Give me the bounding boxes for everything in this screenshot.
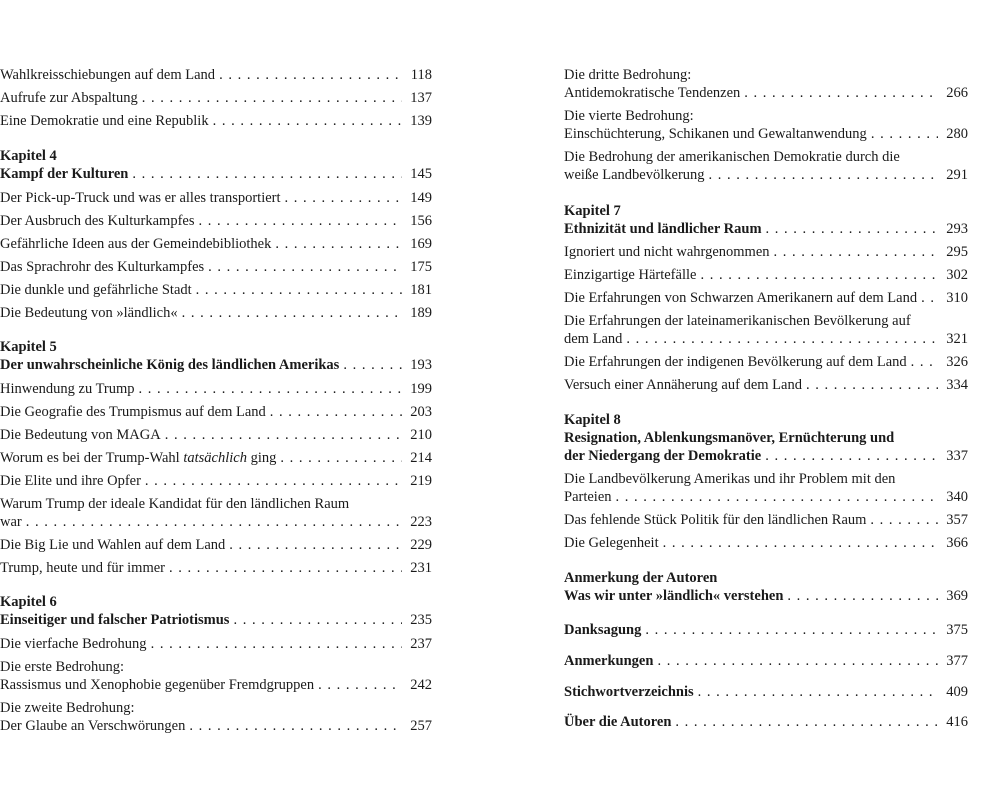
entry-title-continued: Der Glaube an Verschwörungen [0, 718, 186, 734]
section-title: Anmerkung der Autoren [564, 570, 718, 586]
page-number: 149 [410, 190, 432, 206]
dot-leader [657, 652, 938, 670]
dot-leader [229, 536, 402, 554]
dot-leader [709, 166, 938, 184]
toc-entry[interactable] [0, 235, 432, 253]
entry-title: Das fehlende Stück Politik für den ländlichen Raum [564, 512, 867, 528]
toc-entry[interactable] [0, 403, 432, 421]
chapter-label: Kapitel 8 [564, 412, 621, 428]
toc-entry[interactable] [0, 189, 432, 207]
toc-entry-about-authors[interactable] [564, 713, 968, 731]
dot-leader [765, 447, 938, 465]
dot-leader [208, 258, 402, 276]
dot-leader [219, 66, 402, 84]
toc-entry[interactable] [564, 470, 968, 506]
dot-leader [132, 165, 402, 183]
toc-entry[interactable] [0, 536, 432, 554]
page-number: 199 [410, 381, 432, 397]
page-number: 291 [946, 167, 968, 183]
page-number: 340 [946, 489, 968, 505]
section-title: Anmerkungen [564, 653, 654, 669]
toc-entry[interactable] [0, 699, 432, 735]
toc-entry-author-note[interactable] [564, 569, 968, 605]
entry-title: Die vierfache Bedrohung [0, 636, 147, 652]
entry-title: Die Big Lie und Wahlen auf dem Land [0, 537, 226, 553]
toc-entry[interactable] [0, 112, 432, 130]
entry-title [0, 449, 276, 467]
dot-leader [744, 84, 938, 102]
dot-leader [787, 587, 938, 605]
page-number: 293 [946, 221, 968, 237]
toc-entry-notes[interactable] [564, 652, 968, 670]
page-number: 377 [946, 653, 968, 669]
dot-leader [675, 713, 938, 731]
dot-leader [280, 449, 402, 467]
page-number: 137 [410, 90, 432, 106]
page-number: 326 [946, 354, 968, 370]
dot-leader [870, 511, 938, 529]
dot-leader [270, 403, 402, 421]
toc-entry[interactable] [564, 312, 968, 348]
page-number: 193 [410, 357, 432, 373]
entry-title: Die Erfahrungen der lateinamerikanischen Bevölkerung auf [564, 313, 911, 329]
entry-title: Die zweite Bedrohung: [0, 700, 135, 716]
dot-leader [151, 635, 402, 653]
chapter-title-continued: der Niedergang der Demokratie [564, 448, 762, 464]
toc-entry[interactable] [0, 212, 432, 230]
chapter-label: Kapitel 7 [564, 203, 621, 219]
toc-entry[interactable] [0, 559, 432, 577]
toc-entry[interactable] [564, 289, 968, 307]
page-number: 257 [410, 718, 432, 734]
toc-entry[interactable] [0, 66, 432, 84]
entry-title: Versuch einer Annäherung auf dem Land [564, 377, 802, 393]
page-number: 210 [410, 427, 432, 443]
entry-title: Die dritte Bedrohung: [564, 67, 692, 83]
dot-leader [806, 376, 938, 394]
page-number: 189 [410, 305, 432, 321]
toc-entry-acknowledgements[interactable] [564, 621, 968, 639]
page-number: 357 [946, 512, 968, 528]
toc-entry[interactable] [564, 534, 968, 552]
dot-leader [318, 676, 402, 694]
page-number: 295 [946, 244, 968, 260]
chapter-title: Ethnizität und ländlicher Raum [564, 221, 762, 237]
page-number: 156 [410, 213, 432, 229]
chapter-title: Kampf der Kulturen [0, 166, 129, 182]
entry-title: Die vierte Bedrohung: [564, 108, 694, 124]
page-number: 139 [410, 113, 432, 129]
chapter-title: Der unwahrscheinliche König des ländlichen Amerikas [0, 357, 340, 373]
dot-leader [616, 488, 938, 506]
toc-entry[interactable] [0, 258, 432, 276]
entry-title: Das Sprachrohr des Kulturkampfes [0, 259, 205, 275]
page-number: 280 [946, 126, 968, 142]
toc-entry[interactable] [0, 426, 432, 444]
entry-title-continued: Einschüchterung, Schikanen und Gewaltanwendung [564, 126, 867, 142]
dot-leader [663, 534, 938, 552]
dot-leader [700, 266, 938, 284]
entry-title-part: Worum es bei der Trump-Wahl [0, 450, 184, 466]
chapter-title-entry[interactable] [564, 429, 968, 465]
toc-entry[interactable] [0, 495, 432, 531]
page-number: 214 [410, 450, 432, 466]
entry-title: Wahlkreisschiebungen auf dem Land [0, 67, 216, 83]
section-title: Stichwortverzeichnis [564, 684, 694, 700]
page-number: 118 [410, 67, 432, 83]
toc-entry[interactable] [0, 658, 432, 694]
toc-entry[interactable] [564, 148, 968, 184]
page-number: 219 [410, 473, 432, 489]
page-number: 321 [946, 331, 968, 347]
entry-title-continued: dem Land [564, 331, 623, 347]
toc-entry[interactable] [0, 304, 432, 322]
entry-title: Die Erfahrungen von Schwarzen Amerikanern auf dem Land [564, 290, 918, 306]
entry-title: Die dunkle und gefährliche Stadt [0, 282, 192, 298]
page-number: 337 [946, 448, 968, 464]
dot-leader [196, 281, 402, 299]
entry-title: Der Ausbruch des Kulturkampfes [0, 213, 195, 229]
chapter-label: Kapitel 4 [0, 148, 57, 164]
entry-title: Die Bedeutung von »ländlich« [0, 305, 178, 321]
page-number: 229 [410, 537, 432, 553]
entry-title-continued: Rassismus und Xenophobie gegenüber Fremdgruppen [0, 677, 315, 693]
entry-title: Der Pick-up-Truck und was er alles transportiert [0, 190, 281, 206]
entry-title: Einzigartige Härtefälle [564, 267, 697, 283]
page-number: 169 [410, 236, 432, 252]
dot-leader [139, 380, 402, 398]
page-number: 266 [946, 85, 968, 101]
entry-title: Die Gelegenheit [564, 535, 659, 551]
toc-entry[interactable] [564, 511, 968, 529]
dot-leader [921, 289, 938, 307]
entry-title: Eine Demokratie und eine Republik [0, 113, 209, 129]
toc-entry[interactable] [0, 472, 432, 490]
entry-title: Aufrufe zur Abspaltung [0, 90, 138, 106]
dot-leader [626, 330, 938, 348]
page-number: 235 [410, 612, 432, 628]
dot-leader [774, 243, 939, 261]
page-number: 366 [946, 535, 968, 551]
entry-title: Die Landbevölkerung Amerikas und ihr Problem mit den [564, 471, 896, 487]
toc-entry[interactable] [564, 266, 968, 284]
page-number: 203 [410, 404, 432, 420]
chapter-title: Resignation, Ablenkungsmanöver, Ernüchterung und [564, 430, 895, 446]
dot-leader [871, 125, 938, 143]
toc-left-page [0, 0, 432, 800]
page-number: 145 [410, 166, 432, 182]
dot-leader [645, 621, 938, 639]
page-number: 175 [410, 259, 432, 275]
dot-leader [189, 717, 402, 735]
toc-entry[interactable] [0, 89, 432, 107]
dot-leader [233, 611, 402, 629]
entry-title: Die erste Bedrohung: [0, 659, 125, 675]
chapter-label: Kapitel 5 [0, 339, 57, 355]
dot-leader [285, 189, 402, 207]
toc-entry[interactable] [564, 353, 968, 371]
toc-entry[interactable] [0, 635, 432, 653]
toc-entry[interactable] [0, 449, 432, 467]
dot-leader [169, 559, 402, 577]
dot-leader [182, 304, 402, 322]
entry-title-continued: war [0, 514, 22, 530]
page-number: 310 [946, 290, 968, 306]
chapter-title-entry[interactable] [0, 165, 432, 183]
page-number: 375 [946, 622, 968, 638]
page-number: 223 [410, 514, 432, 530]
chapter-title: Einseitiger und falscher Patriotismus [0, 612, 230, 628]
entry-title: Die Bedeutung von MAGA [0, 427, 161, 443]
entry-title: Gefährliche Ideen aus der Gemeindebibliothek [0, 236, 272, 252]
dot-leader [275, 235, 402, 253]
page-number: 302 [946, 267, 968, 283]
chapter-title-entry[interactable] [0, 611, 432, 629]
toc-right-page [564, 0, 968, 800]
entry-title: Warum Trump der ideale Kandidat für den ländlichen Raum [0, 496, 350, 512]
dot-leader [698, 683, 938, 701]
section-title: Über die Autoren [564, 714, 672, 730]
entry-title: Die Geografie des Trumpismus auf dem Land [0, 404, 266, 420]
dot-leader [213, 112, 402, 130]
page-number: 231 [410, 560, 432, 576]
toc-entry[interactable] [0, 380, 432, 398]
chapter-title-entry[interactable] [0, 356, 432, 374]
toc-entry[interactable] [0, 281, 432, 299]
entry-title-emphasis: tatsächlich [183, 450, 247, 466]
entry-title-continued: Antidemokratische Tendenzen [564, 85, 741, 101]
section-title: Danksagung [564, 622, 642, 638]
entry-title: Die Erfahrungen der indigenen Bevölkerung auf dem Land [564, 354, 907, 370]
dot-leader [26, 513, 402, 531]
entry-title: Ignoriert und nicht wahrgenommen [564, 244, 770, 260]
dot-leader [911, 353, 938, 371]
chapter-label: Kapitel 6 [0, 594, 57, 610]
entry-title: Die Elite und ihre Opfer [0, 473, 141, 489]
entry-title-part: ging [246, 450, 277, 466]
chapter-title-entry[interactable] [564, 220, 968, 238]
dot-leader [142, 89, 402, 107]
toc-entry[interactable] [564, 66, 968, 102]
entry-title-continued: Parteien [564, 489, 612, 505]
dot-leader [199, 212, 403, 230]
page-number: 416 [946, 714, 968, 730]
section-title-continued: Was wir unter »ländlich« verstehen [564, 588, 784, 604]
entry-title: Trump, heute und für immer [0, 560, 165, 576]
page-number: 409 [946, 684, 968, 700]
dot-leader [165, 426, 402, 444]
page-number: 181 [410, 282, 432, 298]
entry-title-continued: weiße Landbevölkerung [564, 167, 705, 183]
dot-leader [343, 356, 402, 374]
page-number: 334 [946, 377, 968, 393]
page-number: 369 [946, 588, 968, 604]
toc-entry[interactable] [564, 376, 968, 394]
toc-entry-index[interactable] [564, 683, 968, 701]
dot-leader [766, 220, 938, 238]
page-number: 242 [410, 677, 432, 693]
page-number: 237 [410, 636, 432, 652]
entry-title: Die Bedrohung der amerikanischen Demokratie durch die [564, 149, 900, 165]
toc-entry[interactable] [564, 107, 968, 143]
entry-title: Hinwendung zu Trump [0, 381, 135, 397]
toc-entry[interactable] [564, 243, 968, 261]
dot-leader [145, 472, 402, 490]
